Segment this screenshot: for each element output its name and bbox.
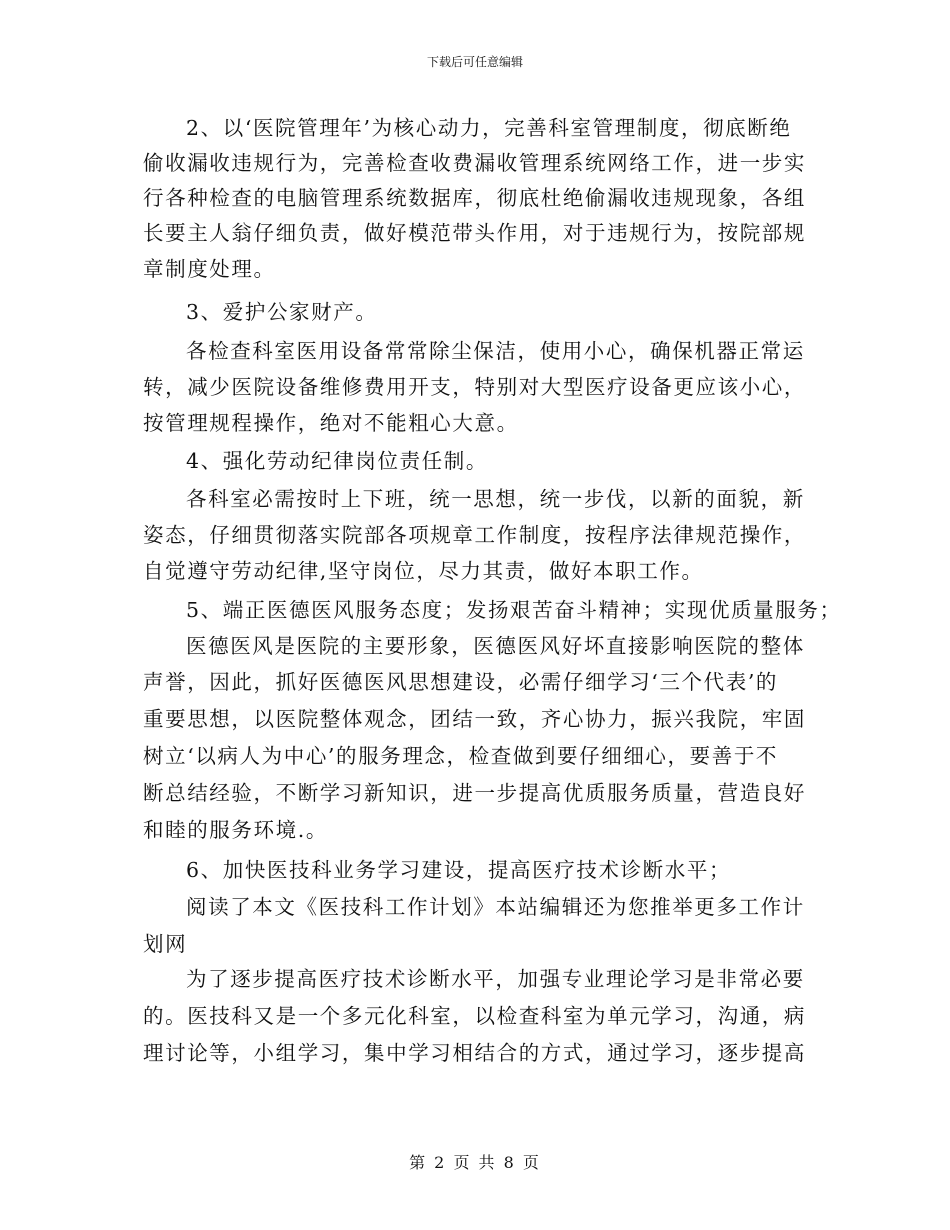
paragraph-line: 阅读了本文《医技科工作计划》本站编辑还为您推举更多工作计 xyxy=(186,895,805,919)
paragraph-line: 声誉，因此，抓好医德医风思想建设，必需仔细学习‘三个代表’的 xyxy=(143,670,779,694)
paragraph-line: 为了逐步提高医疗技术诊断水平，加强专业理论学习是非常必要 xyxy=(186,967,805,991)
paragraph-line: 行各种检查的电脑管理系统数据库，彻底杜绝偷漏收违规现象，各组 xyxy=(143,186,806,210)
paragraph-line: 自觉遵守劳动纪律,坚守岗位，尽力其责，做好本职工作。 xyxy=(143,559,704,583)
paragraph-line: 断总结经验，不断学习新知识，进一步提高优质服务质量，营造良好 xyxy=(143,781,806,805)
paragraph-line: 树立‘以病人为中心’的服务理念，检查做到要仔细细心，要善于不 xyxy=(143,744,779,768)
paragraph-line: 姿态，仔细贯彻落实院部各项规章工作制度，按程序法律规范操作， xyxy=(143,523,806,547)
paragraph-line: 重要思想，以医院整体观念，团结一致，齐心协力，振兴我院，牢固 xyxy=(143,707,806,731)
paragraph-line: 划网 xyxy=(143,932,188,956)
paragraph-line: 长要主人翁仔细负责，做好模范带头作用，对于违规行为，按院部规 xyxy=(143,221,806,245)
page-header: 下载后可任意编辑 xyxy=(426,55,523,69)
paragraph-line: 和睦的服务环境.。 xyxy=(143,818,328,842)
paragraph-line: 各科室必需按时上下班，统一思想，统一步伐，以新的面貌，新 xyxy=(186,487,805,511)
paragraph-line: 按管理规程操作，绝对不能粗心大意。 xyxy=(143,411,519,435)
paragraph-line: 章制度处理。 xyxy=(143,257,276,281)
paragraph-line: 5、端正医德医风服务态度；发扬艰苦奋斗精神；实现优质量服务； xyxy=(186,598,842,622)
paragraph-line: 的。医技科又是一个多元化科室，以检查科室为单元学习，沟通，病 xyxy=(143,1004,806,1028)
paragraph-line: 医德医风是医院的主要形象，医德医风好坏直接影响医院的整体 xyxy=(186,634,805,658)
paragraph-line: 2、以‘医院管理年’为核心动力，完善科室管理制度，彻底断绝 xyxy=(186,116,792,140)
paragraph-line: 6、加快医技科业务学习建设，提高医疗技术诊断水平； xyxy=(186,858,732,882)
paragraph-line: 3、爱护公家财产。 xyxy=(186,300,378,324)
paragraph-line: 转，减少医院设备维修费用开支，特别对大型医疗设备更应该小心， xyxy=(143,375,806,399)
paragraph-line: 理讨论等，小组学习，集中学习相结合的方式，通过学习，逐步提高 xyxy=(143,1041,806,1065)
paragraph-line: 各检查科室医用设备常常除尘保洁，使用小心，确保机器正常运 xyxy=(186,339,805,363)
paragraph-line: 4、强化劳动纪律岗位责任制。 xyxy=(186,449,488,473)
paragraph-line: 偷收漏收违规行为，完善检查收费漏收管理系统网络工作，进一步实 xyxy=(143,151,806,175)
page-footer: 第 2 页 共 8 页 xyxy=(409,1153,541,1172)
